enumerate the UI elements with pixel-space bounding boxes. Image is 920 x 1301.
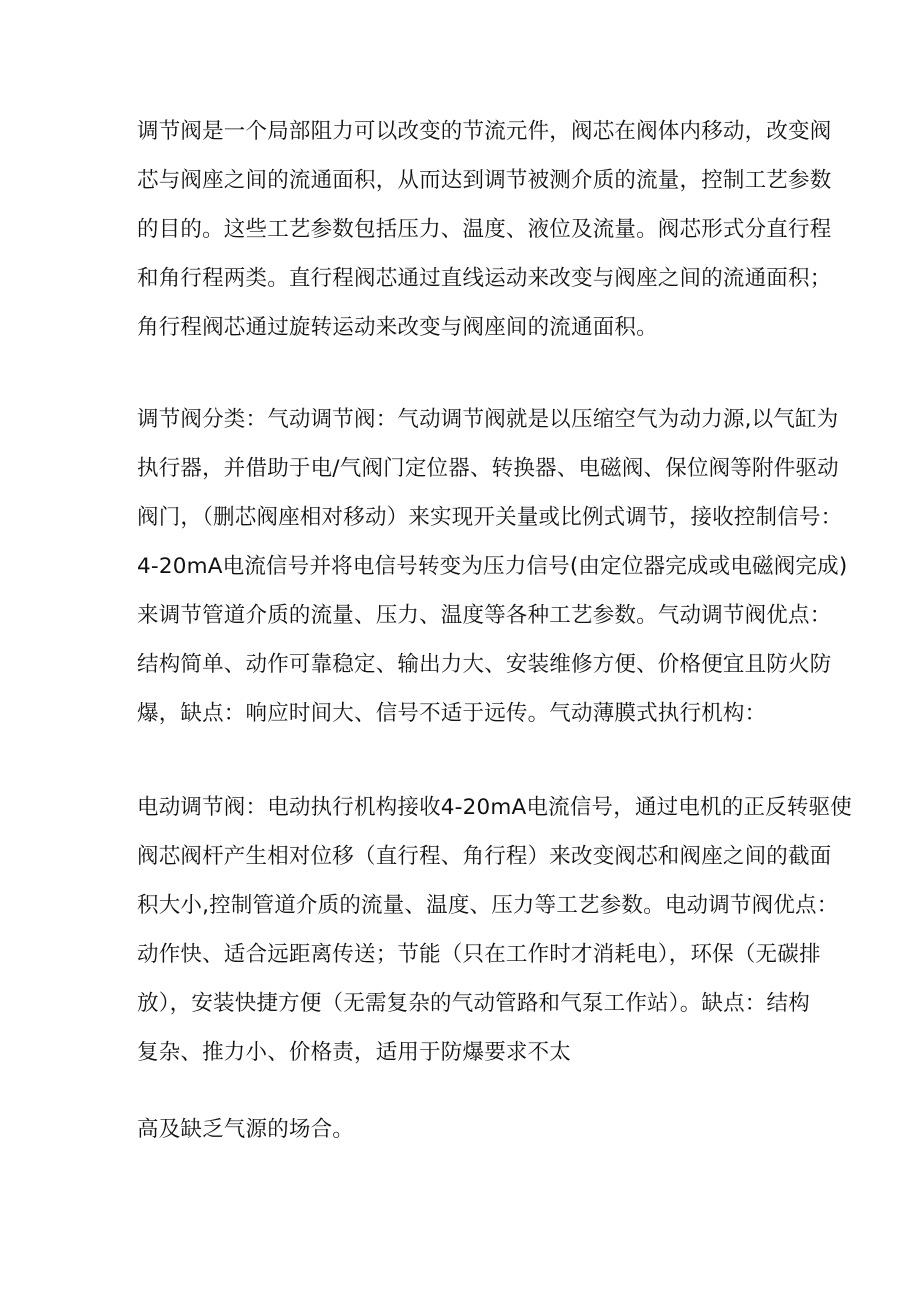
text-line: 和角行程两类。直行程阀芯通过直线运动来改变与阀座之间的流通面积； — [137, 266, 832, 291]
text-line: 调节阀是一个局部阻力可以改变的节流元件，阀芯在阀体内移动，改变阀 — [137, 119, 832, 144]
text-line: 放），安装快捷方便（无需复杂的气动管路和气泵工作站）。缺点：结构 — [137, 991, 810, 1016]
text-line: 阀门，（删芯阀座相对移动）来实现开关量或比例式调节，接收控制信号： — [137, 505, 843, 530]
text-line: 来调节管道介质的流量、压力、温度等各种工艺参数。气动调节阀优点： — [137, 603, 832, 628]
text-line: 4-20mA电流信号并将电信号转变为压力信号(由定位器完成或电磁阀完成) — [137, 554, 848, 579]
text-line: 电动调节阀：电动执行机构接收4-20mA电流信号，通过电机的正反转驱使 — [137, 795, 852, 820]
text-line: 高及缺乏气源的场合。 — [137, 1117, 355, 1142]
text-line: 芯与阀座之间的流通面积，从而达到调节被测介质的流量，控制工艺参数 — [137, 168, 832, 193]
text-line: 的目的。这些工艺参数包括压力、温度、液位及流量。阀芯形式分直行程 — [137, 217, 832, 242]
text-line: 执行器，并借助于电/气阀门定位器、转换器、电磁阀、保位阀等附件驱动 — [137, 456, 839, 481]
text-line: 调节阀分类：气动调节阀：气动调节阀就是以压缩空气为动力源,以气缸为 — [137, 407, 839, 432]
text-line: 复杂、推力小、价格责，适用于防爆要求不太 — [137, 1040, 572, 1065]
text-line: 动作快、适合远距离传送；节能（只在工作时才消耗电），环保（无碳排 — [137, 942, 821, 967]
text-line: 积大小,控制管道介质的流量、温度、压力等工艺参数。电动调节阀优点： — [137, 893, 839, 918]
text-line: 结构简单、动作可靠稳定、输出力大、安装维修方便、价格便宜且防火防 — [137, 652, 832, 677]
text-line: 角行程阀芯通过旋转运动来改变与阀座间的流通面积。 — [137, 315, 658, 340]
text-line: 阀芯阀杆产生相对位移（直行程、角行程）来改变阀芯和阀座之间的截面 — [137, 844, 832, 869]
text-line: 爆，缺点：响应时间大、信号不适于远传。气动薄膜式执行机构： — [137, 701, 767, 726]
